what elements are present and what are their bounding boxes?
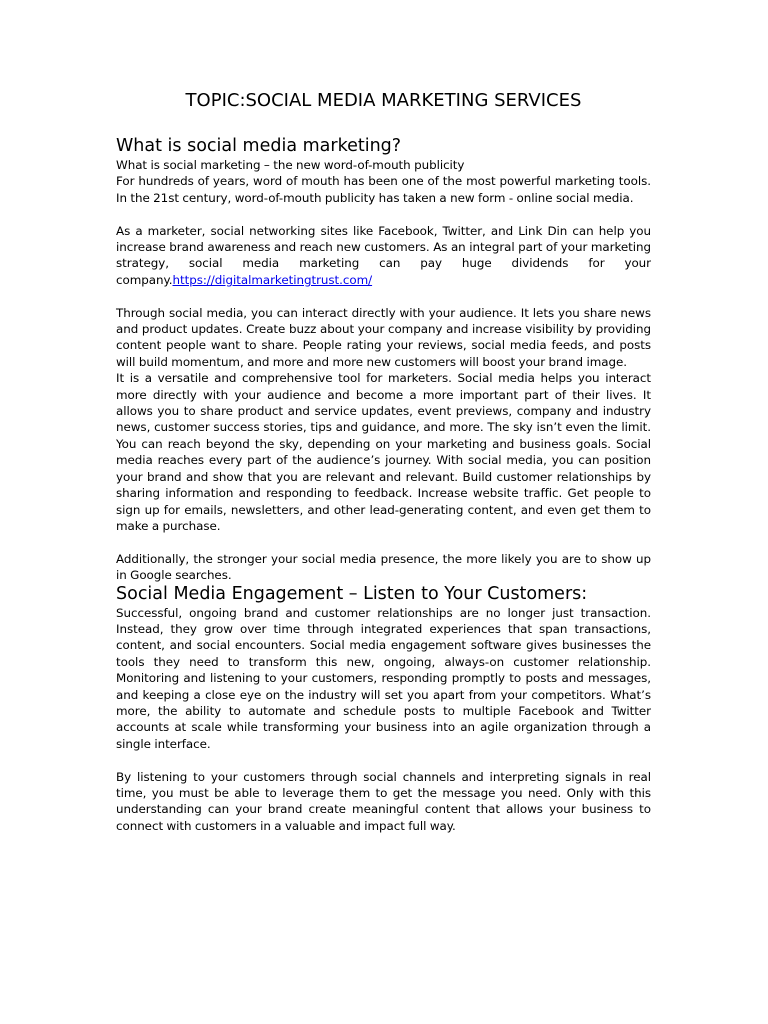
digitalmarketingtrust-link[interactable]: https://digitalmarketingtrust.com/ xyxy=(172,272,373,287)
paragraph-google-searches: Additionally, the stronger your social media presence, the more likely you are to show up in Google searches. xyxy=(116,551,651,583)
section-heading-engagement: Social Media Engagement – Listen to Your Customers: xyxy=(116,583,588,604)
section-subheading: What is social marketing – the new word-of-mouth publicity xyxy=(116,158,465,172)
paragraph-marketer-text: As a marketer, social networking sites like Facebook, Twitter, and Link Din can help you increase brand awareness and reach new customers. As an integral part of your marketing strategy, social media marketing can pay huge dividends for your company. xyxy=(116,223,651,287)
paragraph-gap xyxy=(116,206,651,222)
paragraph-relationships: Successful, ongoing brand and customer relationships are no longer just transaction. Instead, they grow over time through integrated experiences that span transactions, content, and social encounters. Social media engagement software gives businesses the tools they need to transform this new, ongoing, always-on customer relationship. Monitoring and listening to your customers, responding promptly to posts and messages, and keeping a close eye on the industry will set you apart from your competitors. What’s more, the ability to automate and schedule posts to multiple Facebook and Twitter accounts at scale while transforming your business into an agile organization through a single interface. xyxy=(116,605,651,751)
paragraph-interact-directly: Through social media, you can interact directly with your audience. It lets you share news and product updates. Create buzz about your company and increase visibility by providing content people want to share. People rating your reviews, social media feeds, and posts will build momentum, and more and more new customers will boost your brand image. xyxy=(116,305,651,369)
paragraph-gap xyxy=(116,534,651,550)
document-title: TOPIC:SOCIAL MEDIA MARKETING SERVICES xyxy=(185,90,582,111)
paragraph-marketer xyxy=(116,223,651,289)
paragraph-gap xyxy=(116,288,651,304)
paragraph-versatile-tool: It is a versatile and comprehensive tool for marketers. Social media helps you interact more directly with your audience and become a more important part of their lives. It allows you to share product and service updates, event previews, company and industry news, customer success stories, tips and guidance, and more. The sky isn’t even the limit. You can reach beyond the sky, depending on your marketing and business goals. Social media reaches every part of the audience’s journey. With social media, you can position your brand and show that you are relevant and relevant. Build customer relationships by sharing information and responding to feedback. Increase website traffic. Get people to sign up for emails, newsletters, and other lead-generating content, and even get them to make a purchase. xyxy=(116,371,651,533)
paragraph-listening: By listening to your customers through social channels and interpreting signals in real time, you must be able to leverage them to get the message you need. Only with this understanding can your brand create meaningful content that allows your business to connect with customers in a valuable and impact full way. xyxy=(116,769,651,833)
document-page xyxy=(116,88,651,834)
paragraph-word-of-mouth: For hundreds of years, word of mouth has been one of the most powerful marketing tools. In the 21st century, word-of-mouth publicity has taken a new form - online social media. xyxy=(116,174,651,205)
paragraph-gap xyxy=(116,752,651,768)
section-heading-what-is-smm: What is social media marketing? xyxy=(116,136,402,156)
